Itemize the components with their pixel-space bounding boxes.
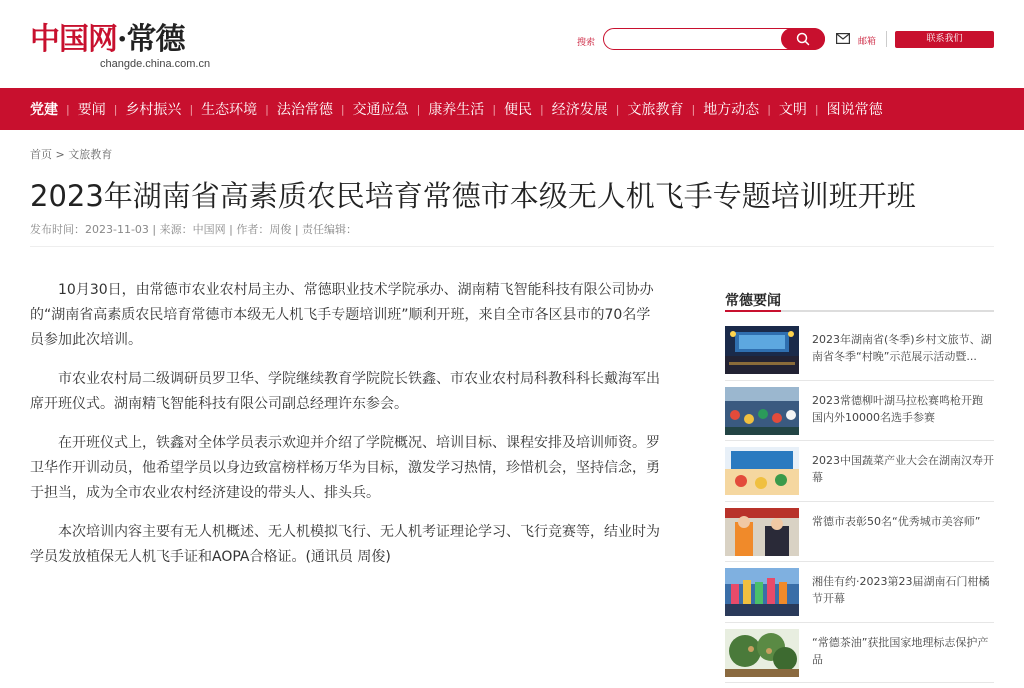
- news-thumbnail[interactable]: [725, 508, 799, 556]
- news-title[interactable]: 2023年湖南省(冬季)乡村文旅节、湖南省冬季“村晚”示范展示活动暨...: [812, 333, 992, 363]
- news-item[interactable]: [725, 320, 994, 381]
- news-thumbnail[interactable]: [725, 447, 799, 495]
- sidebar-news-list: [725, 320, 994, 683]
- news-thumbnail[interactable]: [725, 387, 799, 435]
- nav-item[interactable]: 文明: [778, 102, 807, 118]
- sidebar-header: [725, 290, 994, 312]
- nav-item[interactable]: 法治常德: [276, 102, 333, 118]
- site-header: [0, 0, 1024, 88]
- logo-city-text: 常德: [126, 22, 185, 57]
- search-label: 搜索: [577, 38, 596, 48]
- news-thumbnail[interactable]: [725, 326, 799, 374]
- mail-link[interactable]: 邮箱: [858, 37, 877, 47]
- nav-separator: |: [540, 102, 544, 116]
- nav-separator: |: [492, 102, 497, 116]
- article-title: 2023年湖南省高素质农民培育常德市本级无人机飞手专题培训班开班: [30, 179, 916, 213]
- article-paragraph: 10月30日，由常德市农业农村局主办、常德职业技术学院承办、湖南精飞智能科技有限公司协办的“湖南省高素质农民培育常德市本级无人机飞手专题培训班”顺利开班，来自全市各区县市的70名学员参加此次培训。: [30, 282, 654, 348]
- news-item[interactable]: [725, 562, 994, 623]
- article-paragraph: 在开班仪式上，铁鑫对全体学员表示欢迎并介绍了学院概况、培训目标、课程安排及培训师资。罗卫华作开训动员，他希望学员以身边致富榜样杨万华为目标，激发学习热情，珍惜机会，坚持信念，勇于担当，成为全市农业农村经济建设的带头人、排头兵。: [30, 435, 660, 501]
- news-thumbnail[interactable]: [725, 568, 799, 616]
- article-paragraph: 市农业农村局二级调研员罗卫华、学院继续教育学院院长铁鑫、市农业农村局科教科科长戴海军出席开班仪式。湖南精飞智能科技有限公司副总经理许东参会。: [30, 371, 660, 412]
- nav-item[interactable]: 便民: [504, 102, 533, 118]
- nav-items: [30, 88, 883, 130]
- news-title[interactable]: 常德市表彰50名“优秀城市美容师”: [812, 514, 981, 528]
- header-divider: [886, 31, 887, 47]
- search-input[interactable]: [603, 28, 825, 50]
- nav-separator: |: [615, 102, 620, 116]
- nav-item[interactable]: 地方动态: [703, 102, 760, 118]
- logo-main-text: 中国网: [30, 22, 117, 57]
- nav-separator: |: [265, 102, 269, 116]
- news-item[interactable]: [725, 623, 994, 684]
- nav-item[interactable]: 党建: [30, 102, 58, 118]
- logo-wordmark: [30, 14, 184, 58]
- breadcrumb: [30, 146, 112, 162]
- search-button[interactable]: [781, 28, 825, 50]
- nav-item[interactable]: 经济发展: [551, 102, 608, 118]
- breadcrumb-home[interactable]: 首页: [30, 148, 52, 161]
- news-title[interactable]: “常德茶油”获批国家地理标志保护产品: [812, 635, 989, 666]
- nav-separator: |: [767, 102, 771, 116]
- nav-separator: |: [691, 102, 696, 116]
- nav-item[interactable]: 交通应急: [352, 102, 409, 118]
- contact-us-button[interactable]: 联系我们: [895, 31, 994, 48]
- mail-icon[interactable]: [836, 33, 850, 44]
- nav-item[interactable]: 要闻: [77, 102, 106, 118]
- nav-separator: |: [66, 102, 70, 116]
- nav-item[interactable]: 乡村振兴: [125, 102, 182, 118]
- nav-item[interactable]: 文旅教育: [627, 102, 684, 118]
- main-nav: [0, 88, 1024, 130]
- nav-item[interactable]: 图说常德: [826, 102, 883, 118]
- meta-divider: [30, 246, 994, 247]
- article-paragraph: 本次培训内容主要有无人机概述、无人机模拟飞行、无人机考证理论学习、飞行竞赛等，结业时为学员发放植保无人机飞手证和AOPA合格证。(通讯员 周俊): [30, 524, 660, 565]
- news-title[interactable]: 2023中国蔬菜产业大会在湖南汉寿开幕: [812, 454, 994, 484]
- nav-separator: |: [416, 102, 421, 116]
- news-item[interactable]: [725, 441, 994, 502]
- nav-item[interactable]: 康养生活: [428, 102, 485, 118]
- nav-separator: |: [814, 102, 819, 116]
- article-body: [30, 278, 664, 584]
- news-item[interactable]: [725, 502, 994, 563]
- logo-dot: ·: [117, 22, 127, 57]
- nav-separator: |: [189, 102, 194, 116]
- article-meta: 发布时间：2023-11-03 | 来源：中国网 | 作者：周俊 | 责任编辑：: [30, 223, 358, 236]
- breadcrumb-separator: >: [55, 148, 65, 161]
- news-item[interactable]: [725, 381, 994, 442]
- search-icon: [796, 32, 810, 46]
- site-logo[interactable]: [30, 14, 220, 74]
- nav-item[interactable]: 生态环境: [201, 102, 258, 118]
- logo-domain: changde.china.com.cn: [100, 58, 211, 70]
- nav-separator: |: [113, 102, 118, 116]
- news-title[interactable]: 2023常德柳叶湖马拉松赛鸣枪开跑 国内外10000名选手参赛: [812, 393, 983, 424]
- news-title[interactable]: 湘佳有约·2023第23届湖南石门柑橘节开幕: [812, 575, 990, 605]
- news-thumbnail[interactable]: [725, 629, 799, 677]
- nav-separator: |: [340, 102, 345, 116]
- breadcrumb-section[interactable]: 文旅教育: [68, 148, 113, 161]
- sidebar-heading: 常德要闻: [725, 290, 781, 312]
